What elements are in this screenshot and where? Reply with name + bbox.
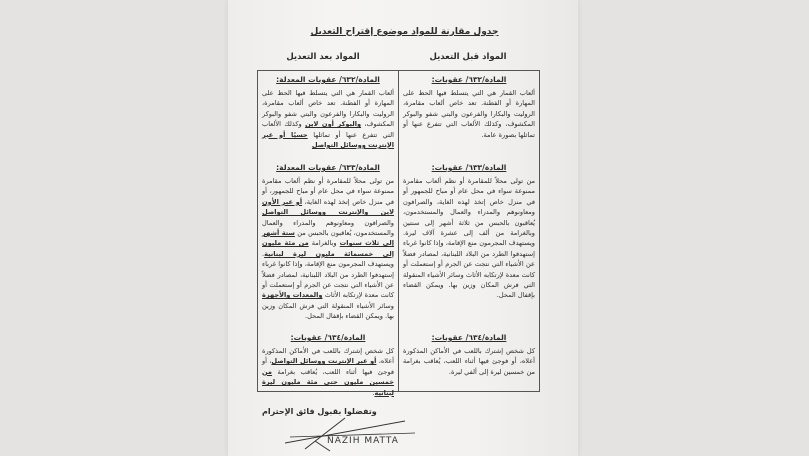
amended-text: والبوكر أون لاين — [305, 120, 362, 129]
article-before — [403, 163, 535, 301]
text-segment: من تولى محلاً للمقامرة أو نظم ألعاب مقامرة ممنوعة سواء في محل عام أو مباح للجمهور أو في منزل خاص إتخذ لهذه الغاية، والصرافون ومعاونوهم والمدراء والعمال والمستخدمون، يُعاقبون بالحبس من ثلاثة أشهر إلى سنتين وبالغرامة من ألف إلى عشرة آلاف ليرة. ويستهدف المجرمون منع الإقامة، وإذا كانوا غرباء إستهدفوا الطرد من البلاد اللبنانية، لمصادر فضلاً عن الأشياء التي نتجت عن الجرم أو إستعملت أو كانت معدة لإرتكابه الأثاث وسائر الأشياء المنقولة التي فرش المكان وزين بها. ويمكن القضاء بإقفال المحل. — [403, 177, 535, 300]
comparison-table — [257, 70, 540, 397]
text-segment: . — [372, 388, 375, 397]
article-after — [262, 333, 394, 398]
after-column — [262, 71, 395, 397]
article-text — [262, 346, 394, 398]
article-before — [403, 333, 535, 377]
column-header-after: المواد بعد التعديل — [286, 52, 360, 62]
article-heading: المادة/٦٣٤/ عقوبات: — [290, 333, 366, 342]
column-divider — [398, 71, 399, 391]
text-segment: كل شخص إشترك باللعب في الأماكن المذكورة أعلاه، أو فوجئ فيها أثناء اللعب، يُعاقب بغرامة من خمسين ليرة إلى ألفي ليرة. — [403, 347, 535, 376]
text-segment: والصرافون ومعاونوهم والمدراء والعمال والمستخدمون، يُعاقبون بالحبس من — [262, 218, 394, 238]
before-column — [403, 71, 535, 391]
article-heading: المادة/٦٣٣/ عقوبات المعدلة: — [276, 163, 380, 172]
text-segment: ألعاب القمار هي التي يتسلط فيها الحظ على المهارة أو الفطنة. تعد خاص ألعاب مقامرة، الروليت والبكارا والفرعون والبتي شفو والبوكر المكشوف، وكذلك الألعاب التي تتفرع عنها أو تماثلها بصورة عامة. — [403, 89, 535, 139]
amended-text: حسيًا أو عبر الإنترنت ووسائل التواصل — [262, 130, 394, 150]
document-title: جدول مقارنة للمواد موضوع إقتراح التعديل — [310, 27, 499, 37]
text-segment: وكذلك الألعاب التي تتفرع عنها أو تماثلها — [262, 120, 394, 139]
article-heading: المادة/٦٣٤/ عقوبات: — [431, 333, 507, 342]
article-after — [262, 75, 394, 150]
text-segment: كل شخص إشترك باللعب في الأماكن المذكورة أعلاه، — [262, 347, 394, 366]
article-before — [403, 75, 535, 140]
column-header-before: المواد قبل التعديل — [429, 52, 507, 62]
amended-text: من خمسين مليون حتى مئة مليون ليرة لبنانية — [262, 367, 394, 397]
article-heading: المادة/٦٣٢/ عقوبات المعدلة: — [276, 75, 380, 84]
article-text — [403, 88, 535, 140]
article-text — [403, 176, 535, 301]
article-heading: المادة/٦٣٢/ عقوبات: — [431, 75, 507, 84]
amended-text: والمعدات والأجهزة — [262, 291, 323, 300]
text-segment: ألعاب القمار هي التي يتسلط فيها الحظ على المهارة أو الفطنة. تعد خاص ألعاب مقامرة، الروليت والبكارا والفرعون والبتي شفو والبوكر المكشوف، — [262, 89, 394, 129]
article-text — [403, 346, 535, 377]
amended-text: من مئة مليون إلى خمسمائة مليون ليرة لبنانية — [262, 239, 394, 258]
text-segment: . ويستهدف المجرمون منع الإقامة، وإذا كانوا غرباء إستهدفوا الطرد من البلاد اللبنانية، لمصادر فضلاً عن الأشياء التي نتجت عن الجرم أو إستعملت أو كانت معدة لإرتكابه الأثاث — [262, 249, 394, 300]
amended-text: أو عبر الإنترنت ووسائل التواصل — [271, 357, 377, 366]
article-after — [262, 163, 394, 322]
amended-text: أو عبر الأون لاين والإنترنت ووسائل التواصل — [262, 197, 394, 217]
text-segment: وسائر الأشياء المنقولة التي فرش المكان وزين بها. ويمكن القضاء بإقفال المحل. — [262, 301, 394, 321]
text-segment: من تولى محلاً للمقامرة أو نظم ألعاب مقامرة ممنوعة سواء في محل عام أو مباح للجمهور، أو في منزل خاص إتخذ لهذه الغاية، — [262, 177, 394, 206]
text-segment: وبالغرامة — [308, 239, 340, 248]
text-segment: ، أو فوجئ فيها أثناء اللعب، يُعاقب بغرامة — [262, 357, 394, 376]
closing-line: وتفضلوا بقبول فائق الإحترام — [262, 407, 377, 416]
article-heading: المادة/٦٣٣/ عقوبات: — [431, 163, 507, 172]
signature — [285, 413, 425, 453]
article-text — [262, 176, 394, 322]
article-text — [262, 88, 394, 150]
signature-text: NAZIH MATTA — [327, 436, 399, 446]
amended-text: ستة أشهر إلى ثلاث سنوات — [262, 229, 395, 248]
